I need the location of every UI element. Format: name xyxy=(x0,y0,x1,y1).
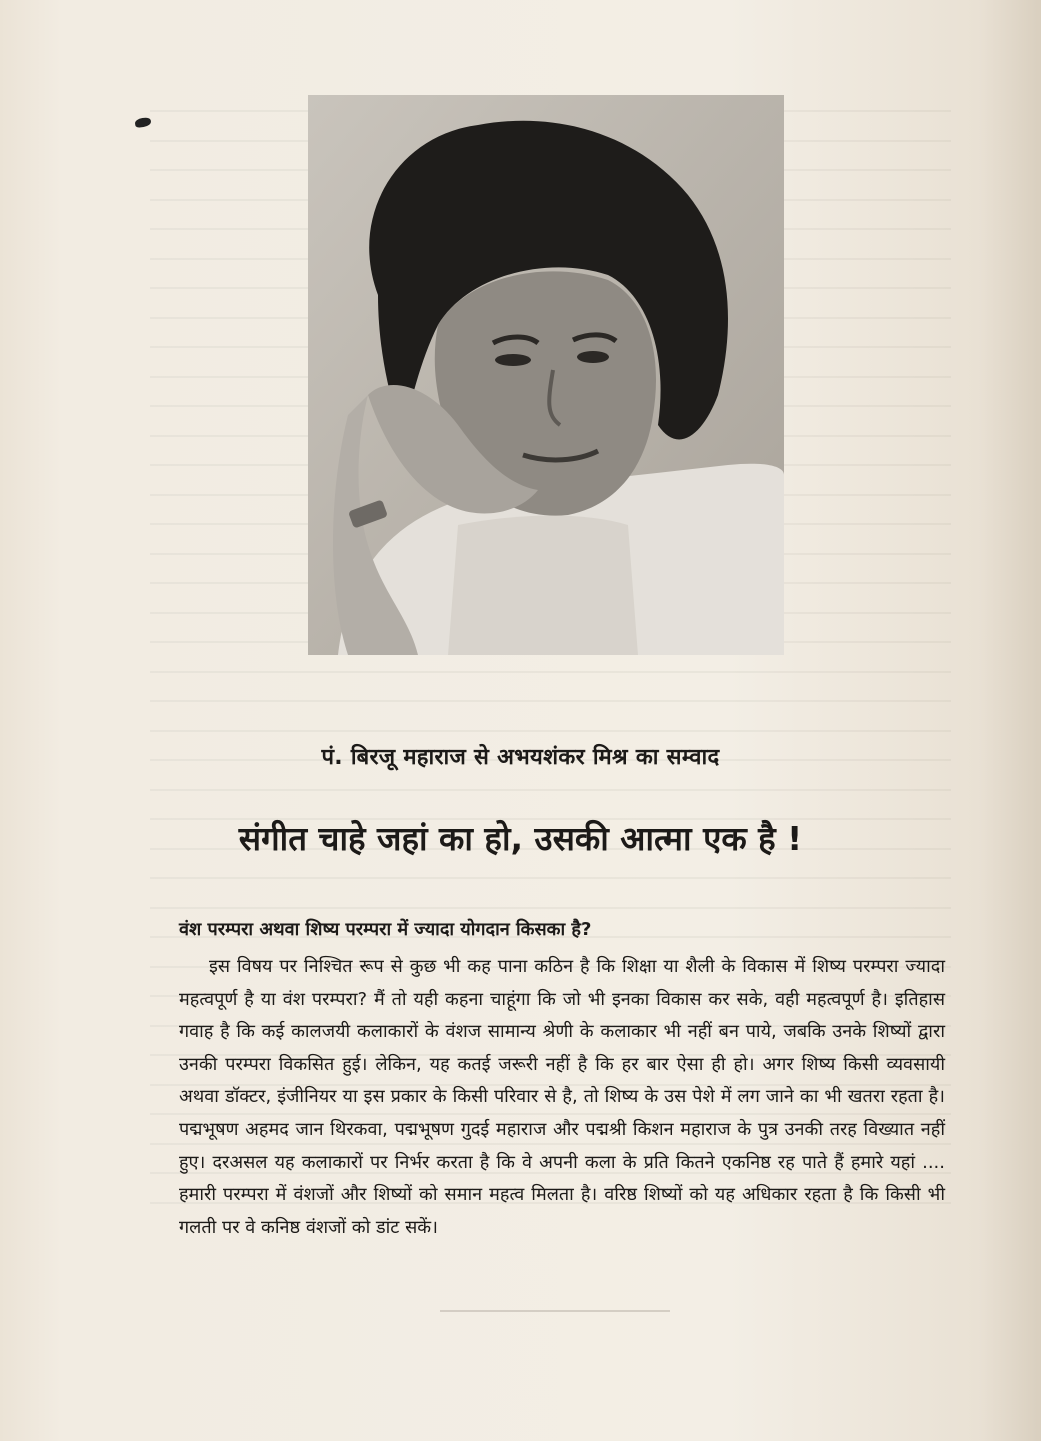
bleed-line xyxy=(150,730,951,732)
ink-mark xyxy=(134,117,151,128)
bleed-line xyxy=(150,877,951,879)
portrait-photo xyxy=(308,95,784,655)
interview-answer: इस विषय पर निश्चित रूप से कुछ भी कह पाना कठिन है कि शिक्षा या शैली के विकास में शिष्य परम्परा ज्यादा महत्वपूर्ण है या वंश परम्परा? मैं तो यही कहना चाहूंगा कि जो भी इनका विकास कर सके, वही महत्वपूर्ण है। इतिहास गवाह है कि कई कालजयी कलाकारों के वंशज सामान्य श्रेणी के कलाकार भी नहीं बन पाये, जबकि उनके शिष्यों द्वारा उनकी परम्परा विकसित हुई। लेकिन, यह कतई जरूरी नहीं है कि हर बार ऐसा ही हो। अगर शिष्य किसी व्यवसायी अथवा डॉक्टर, इंजीनियर या इस प्रकार के किसी परिवार से है, तो शिष्य के उस पेशे में लग जाने का भी खतरा रहता है। पद्मभूषण अहमद जान थिरकवा, पद्मभूषण गुदई महाराज और पद्मश्री किशन महाराज के पुत्र उनकी तरह विख्यात नहीं हुए। दरअसल यह कलाकारों पर निर्भर करता है कि वे अपनी कला के प्रति कितने एकनिष्ठ रह पाते हैं हमारे यहां .... हमारी परम्परा में वंशजों और शिष्यों को समान महत्व मिलता है। वरिष्ठ शिष्यों को यह अधिकार रहता है कि किसी भी गलती पर वे कनिष्ठ वंशजों को डांट सकें। xyxy=(179,956,945,1238)
interview-byline: पं. बिरजू महाराज से अभयशंकर मिश्र का सम्वाद xyxy=(321,745,720,770)
portrait-icon xyxy=(308,95,784,655)
article-headline: संगीत चाहे जहां का हो, उसकी आत्मा एक है ! xyxy=(238,819,803,858)
bleed-line xyxy=(150,700,951,702)
footer-rule xyxy=(440,1310,670,1312)
bleed-line xyxy=(150,789,951,791)
bleed-line xyxy=(150,907,951,909)
interview-question: वंश परम्परा अथवा शिष्य परम्परा में ज्यादा योगदान किसका है? xyxy=(179,919,592,940)
bleed-line xyxy=(150,671,951,673)
